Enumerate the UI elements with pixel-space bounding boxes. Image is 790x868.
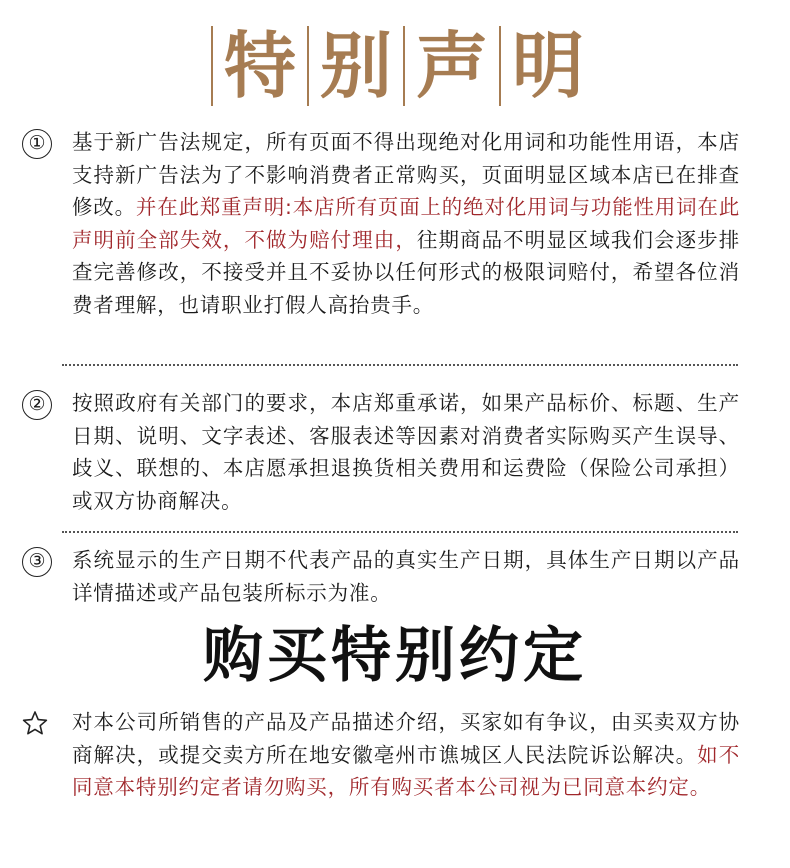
dotted-divider <box>62 531 738 533</box>
circled-number-2: ② <box>22 390 52 420</box>
section-1-text-b: 往期商品不明显区域我们会逐步排查完善修改，不接受并且不妥协以任何形式的极限词赔付，希望各位消费者理解，也请职业打假人高抬贵手。 <box>72 227 740 317</box>
section-heading: 购买特别约定 <box>203 621 587 691</box>
section-1-text-a: 基于新广告法规定，所有页面不得出现绝对化用词和功能性用语，本店支持新广告法为了不影响消费者正常购买，页面明显区域本店已在排查修改。 <box>72 130 740 219</box>
section-4-highlight: 如不同意本特别约定者请勿购买，所有购买者本公司视为已同意本约定。 <box>72 742 740 799</box>
title-divider <box>403 26 405 106</box>
title-char: 别 <box>319 23 392 108</box>
page-title <box>0 18 790 114</box>
title-char: 明 <box>511 23 584 108</box>
section-4-text-a: 对本公司所销售的产品及产品描述介绍，买家如有争议，由买卖双方协商解决，或提交卖方所在地安徽亳州市谯城区人民法院诉讼解决。 <box>72 710 740 767</box>
section-4 <box>22 706 762 804</box>
title-char: 特 <box>223 23 296 108</box>
section-3 <box>22 544 762 609</box>
section-2 <box>22 387 762 517</box>
dotted-divider <box>62 364 738 366</box>
section-2-text: 按照政府有关部门的要求，本店郑重承诺，如果产品标价、标题、生产日期、说明、文字表述、客服表述等因素对消费者实际购买产生误导、歧义、联想的、本店愿承担退换货相关费用和运费险（保险公司承担）或双方协商解决。 <box>72 391 740 513</box>
section-4-text <box>72 706 740 804</box>
circled-number-1: ① <box>22 129 52 159</box>
section-1 <box>22 126 762 321</box>
star-outline-icon <box>22 710 52 804</box>
title-char: 声 <box>415 23 488 108</box>
title-divider <box>499 26 501 106</box>
section-1-text <box>72 126 740 321</box>
section-1-highlight: 并在此郑重声明:本店所有页面上的绝对化用词与功能性用词在此声明前全部失效，不做为赔付理由， <box>72 195 741 252</box>
circled-number-3: ③ <box>22 547 52 577</box>
title-divider <box>307 26 309 106</box>
title-divider <box>211 26 213 106</box>
section-3-text: 系统显示的生产日期不代表产品的真实生产日期，具体生产日期以产品详情描述或产品包装所标示为准。 <box>72 548 740 605</box>
